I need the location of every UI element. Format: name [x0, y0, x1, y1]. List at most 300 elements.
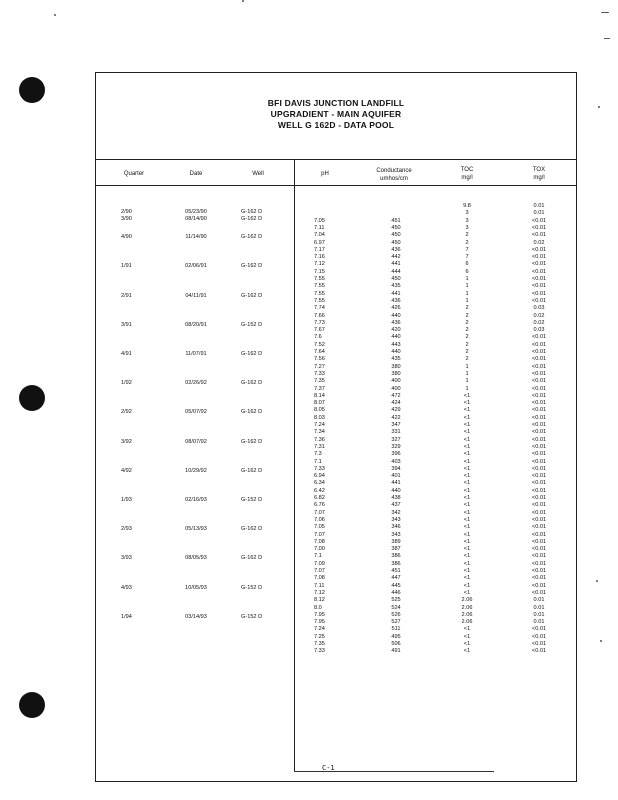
sample-well: G-162 D — [241, 351, 263, 358]
measurement-tox: <0.01 — [531, 487, 547, 494]
measurement-conductance: 443 — [391, 341, 401, 348]
measurement-conductance: 429 — [391, 407, 401, 414]
measurement-tox: <0.01 — [531, 538, 547, 545]
sample-quarter: 2/93 — [121, 526, 132, 533]
measurement-tox: <0.01 — [531, 575, 547, 582]
sample-quarter: 3/92 — [121, 438, 132, 445]
measurement-tox: 0.01 — [533, 203, 545, 209]
scan-speck — [54, 14, 56, 16]
measurement-ph: 7.17 — [314, 246, 325, 253]
measurement-toc: <1 — [463, 516, 471, 523]
measurement-ph: 7.73 — [314, 319, 325, 326]
measurement-tox: <0.01 — [531, 524, 547, 531]
measurement-tox: <0.01 — [531, 217, 547, 224]
measurement-tox: <0.01 — [531, 589, 547, 596]
binder-hole-bottom — [19, 692, 45, 718]
measurement-conductance: 394 — [391, 465, 401, 472]
scan-speck — [598, 106, 600, 108]
page-number: C-1 — [322, 764, 335, 772]
measurement-ph: 7.00 — [314, 546, 325, 553]
header-tox-unit: mg/l — [533, 175, 545, 181]
sample-well: G-152 D — [241, 321, 263, 328]
measurement-tox: <0.01 — [531, 648, 547, 655]
measurement-ph: 7.11 — [314, 224, 325, 231]
sample-quarter: 2/92 — [121, 409, 132, 416]
measurement-tox: <0.01 — [531, 349, 547, 355]
measurement-ph: 7.55 — [314, 297, 325, 304]
measurement-tox: <0.01 — [531, 641, 547, 647]
measurement-tox: <0.01 — [531, 400, 547, 407]
measurement-tox: <0.01 — [531, 458, 547, 465]
measurement-tox: <0.01 — [531, 341, 547, 348]
measurement-toc: 1 — [465, 370, 469, 377]
measurement-ph: 8.05 — [314, 407, 325, 414]
measurement-tox: <0.01 — [531, 224, 547, 231]
measurement-conductance: 491 — [391, 648, 401, 655]
sample-quarter: 1/92 — [121, 380, 132, 387]
measurement-toc: <1 — [463, 524, 471, 531]
measurement-conductance: 386 — [391, 553, 401, 560]
header-conductance: Conductance — [376, 168, 412, 174]
header-toc: TOC — [460, 167, 474, 173]
measurement-ph: 7.52 — [314, 341, 325, 348]
measurement-tox: 0.01 — [533, 597, 545, 604]
measurement-toc: <1 — [463, 443, 471, 450]
measurement-conductance: 440 — [391, 349, 401, 355]
measurement-toc: <1 — [463, 538, 471, 545]
measurement-toc: <1 — [463, 568, 471, 574]
measurement-tox: <0.01 — [531, 443, 547, 450]
measurement-tox: 0.03 — [533, 305, 545, 312]
measurement-ph: 7.95 — [314, 619, 325, 626]
header-ph: pH — [321, 171, 329, 177]
measurement-toc: 1 — [465, 378, 469, 385]
measurement-ph: 7.66 — [314, 312, 325, 319]
measurement-toc: <1 — [463, 480, 471, 487]
measurement-conductance: 435 — [391, 283, 401, 290]
sample-date: 02/06/91 — [185, 263, 207, 270]
measurement-conductance: 445 — [391, 582, 401, 589]
measurement-tox: <0.01 — [531, 568, 547, 574]
measurement-toc: <1 — [463, 465, 471, 472]
scan-speck — [600, 640, 602, 642]
header-date: Date — [189, 171, 203, 177]
measurement-toc: 2 — [465, 312, 469, 319]
measurement-toc: 1 — [465, 385, 469, 392]
measurement-ph: 8.0 — [314, 604, 322, 611]
measurement-conductance: 400 — [391, 378, 401, 385]
measurement-ph: 7.95 — [314, 611, 325, 618]
sample-quarter: 2/90 — [121, 209, 132, 215]
measurement-ph: 7.15 — [314, 268, 325, 275]
measurement-toc: 7 — [465, 254, 469, 261]
measurement-ph: 7.55 — [314, 283, 325, 290]
binder-hole-top — [19, 77, 45, 103]
sample-quarter: 4/91 — [121, 351, 132, 358]
measurement-toc: <1 — [463, 648, 471, 655]
measurement-ph: 7.24 — [314, 422, 325, 428]
measurement-toc: <1 — [463, 407, 471, 414]
measurement-ph: 7.64 — [314, 349, 325, 355]
measurement-conductance: 400 — [391, 385, 401, 392]
measurement-tox: <0.01 — [531, 370, 547, 377]
measurement-tox: <0.01 — [531, 473, 547, 480]
sample-date: 05/07/92 — [185, 409, 207, 416]
measurement-ph: 7.07 — [314, 531, 325, 538]
measurement-toc: <1 — [463, 458, 471, 465]
measurement-conductance: 438 — [391, 495, 401, 501]
measurement-conductance: 447 — [391, 575, 401, 582]
sample-well: G-152 D — [241, 584, 263, 591]
measurement-toc: 1 — [465, 283, 469, 290]
measurement-ph: 7.3 — [314, 451, 322, 458]
sample-well: G-162 D — [241, 380, 263, 387]
measurement-toc: 6 — [465, 268, 469, 275]
measurement-tox: <0.01 — [531, 509, 547, 516]
measurement-conductance: 380 — [391, 363, 401, 370]
measurement-toc: 2 — [465, 239, 469, 246]
measurement-toc: 2 — [465, 319, 469, 326]
measurement-conductance: 442 — [391, 254, 401, 261]
measurement-tox: 0.02 — [533, 312, 545, 319]
measurement-toc: 2 — [465, 356, 469, 363]
header-quarter: Quarter — [123, 171, 145, 177]
measurement-ph: 7.33 — [314, 648, 325, 655]
measurement-toc: <1 — [463, 546, 471, 553]
sample-quarter: 4/93 — [121, 584, 132, 591]
measurement-tox: <0.01 — [531, 378, 547, 385]
column-divider — [294, 159, 295, 771]
measurement-tox: <0.01 — [531, 261, 547, 268]
measurement-tox: <0.01 — [531, 429, 547, 436]
measurement-ph: 7.06 — [314, 516, 325, 523]
measurement-conductance: 331 — [391, 429, 401, 436]
header-tox: TOX — [532, 167, 546, 173]
measurement-tox: 0.01 — [533, 210, 545, 217]
measurement-ph: 7.07 — [314, 568, 325, 574]
measurement-conductance: 343 — [391, 516, 401, 523]
measurement-tox: <0.01 — [531, 414, 547, 421]
measurement-tox: <0.01 — [531, 297, 547, 304]
sample-quarter: 3/91 — [121, 321, 132, 328]
measurement-conductance: 441 — [391, 480, 401, 487]
measurement-ph: 7.1 — [314, 553, 322, 560]
measurement-conductance: 380 — [391, 370, 401, 377]
measurement-ph: 8.03 — [314, 414, 325, 421]
measurement-tox: 0.01 — [533, 604, 545, 611]
sample-well: G-152 D — [241, 497, 263, 504]
measurement-conductance: 527 — [391, 619, 401, 626]
sample-quarter: 3/90 — [121, 216, 132, 222]
measurement-conductance: 450 — [391, 239, 401, 246]
header-well: Well — [252, 171, 264, 177]
measurement-ph: 7.33 — [314, 370, 325, 377]
measurement-ph: 7.55 — [314, 276, 325, 282]
measurement-conductance: 451 — [391, 568, 401, 574]
measurement-ph: 7.27 — [314, 363, 325, 370]
measurement-conductance: 524 — [391, 604, 401, 611]
measurement-tox: <0.01 — [531, 516, 547, 523]
sample-date: 08/14/90 — [185, 216, 207, 222]
sample-date: 03/14/93 — [185, 613, 207, 620]
measurement-toc: <1 — [463, 451, 471, 458]
measurement-ph: 7.05 — [314, 524, 325, 531]
sample-quarter: 3/93 — [121, 555, 132, 562]
scan-speck — [242, 0, 244, 2]
measurement-conductance: 426 — [391, 305, 401, 312]
measurement-toc: <1 — [463, 575, 471, 582]
measurement-tox: <0.01 — [531, 502, 547, 509]
measurement-ph: 6.42 — [314, 487, 325, 494]
measurement-ph: 7.25 — [314, 633, 325, 640]
measurement-conductance: 343 — [391, 531, 401, 538]
measurement-tox: <0.01 — [531, 480, 547, 487]
measurement-ph: 7.74 — [314, 305, 325, 312]
measurement-tox: <0.01 — [531, 283, 547, 290]
measurement-conductance: 386 — [391, 560, 401, 567]
sample-date: 08/05/93 — [185, 555, 207, 562]
measurement-tox: <0.01 — [531, 465, 547, 472]
measurement-tox: <0.01 — [531, 407, 547, 414]
measurement-conductance: 495 — [391, 633, 401, 640]
measurement-tox: <0.01 — [531, 436, 547, 443]
measurement-toc: 3 — [465, 224, 469, 231]
measurement-conductance: 424 — [391, 400, 401, 407]
measurement-tox: 0.03 — [533, 327, 545, 334]
sample-well: G-162 D — [241, 234, 263, 241]
measurement-conductance: 506 — [391, 641, 401, 647]
sample-date: 05/23/90 — [185, 209, 207, 215]
measurement-toc: <1 — [463, 509, 471, 516]
measurement-ph: 7.37 — [314, 385, 325, 392]
measurement-toc: 2.06 — [461, 597, 473, 604]
measurement-ph: 7.16 — [314, 254, 325, 261]
scan-speck — [596, 580, 598, 582]
measurement-toc: 2.06 — [461, 619, 473, 626]
measurement-ph: 8.07 — [314, 400, 325, 407]
measurement-toc: 1 — [465, 297, 469, 304]
measurement-conductance: 435 — [391, 356, 401, 363]
sample-well: G-162 D — [241, 216, 263, 222]
measurement-ph: 7.12 — [314, 261, 325, 268]
measurement-tox: <0.01 — [531, 268, 547, 275]
measurement-conductance: 472 — [391, 392, 401, 399]
sample-well: G-162 D — [241, 555, 263, 562]
measurement-ph: 7.35 — [314, 378, 325, 385]
sample-quarter: 1/94 — [121, 613, 132, 620]
measurement-toc: <1 — [463, 422, 471, 428]
measurement-tox: 0.01 — [533, 619, 545, 626]
measurement-conductance: 329 — [391, 443, 401, 450]
scan-speck — [604, 38, 610, 39]
measurement-ph: 7.34 — [314, 429, 325, 436]
measurement-ph: 7.56 — [314, 356, 325, 363]
measurement-toc: 1 — [465, 290, 469, 297]
measurement-conductance: 396 — [391, 451, 401, 458]
measurement-toc: 1 — [465, 276, 469, 282]
measurement-toc: <1 — [463, 560, 471, 567]
measurement-ph: 7.08 — [314, 575, 325, 582]
measurement-toc: 2 — [465, 334, 469, 341]
measurement-ph: 8.14 — [314, 392, 325, 399]
measurement-ph: 7.24 — [314, 626, 325, 633]
sample-date: 10/29/92 — [185, 467, 207, 474]
measurement-toc: 2 — [465, 327, 469, 334]
measurement-tox: <0.01 — [531, 495, 547, 501]
title-line-2: UPGRADIENT - MAIN AQUIFER — [270, 109, 402, 119]
measurement-tox: 0.01 — [533, 611, 545, 618]
measurement-toc: <1 — [463, 626, 471, 633]
measurement-toc: 2.06 — [461, 604, 473, 611]
measurement-tox: <0.01 — [531, 232, 547, 239]
sample-date: 11/14/90 — [185, 234, 207, 241]
sample-quarter: 2/91 — [121, 292, 132, 299]
measurement-conductance: 525 — [391, 597, 401, 604]
measurement-toc: <1 — [463, 582, 471, 589]
measurement-tox: <0.01 — [531, 582, 547, 589]
measurement-toc: 3 — [465, 210, 469, 217]
measurement-tox: <0.01 — [531, 363, 547, 370]
sample-well: G-162 D — [241, 467, 263, 474]
measurement-conductance: 403 — [391, 458, 401, 465]
measurement-tox: <0.01 — [531, 392, 547, 399]
measurement-conductance: 450 — [391, 232, 401, 239]
measurement-toc: 1 — [465, 363, 469, 370]
measurement-toc: 2.06 — [461, 611, 473, 618]
measurement-tox: <0.01 — [531, 385, 547, 392]
measurement-toc: <1 — [463, 436, 471, 443]
sample-quarter: 4/90 — [121, 234, 132, 241]
title-line-3: WELL G 162D - DATA POOL — [277, 120, 395, 130]
measurement-ph: 7.11 — [314, 582, 325, 589]
measurement-toc: 7 — [465, 246, 469, 253]
measurement-toc: <1 — [463, 400, 471, 407]
measurement-conductance: 436 — [391, 319, 401, 326]
sample-well: G-152 D — [241, 613, 263, 620]
sample-date: 05/13/93 — [185, 526, 207, 533]
measurement-toc: <1 — [463, 502, 471, 509]
measurement-conductance: 441 — [391, 261, 401, 268]
measurement-conductance: 437 — [391, 502, 401, 509]
measurement-tox: <0.01 — [531, 546, 547, 553]
measurement-conductance: 440 — [391, 312, 401, 319]
measurement-ph: 7.31 — [314, 443, 325, 450]
sample-date: 02/26/92 — [185, 380, 207, 387]
measurement-tox: <0.01 — [531, 334, 547, 341]
sample-date: 08/07/92 — [185, 438, 207, 445]
measurement-ph: 6.82 — [314, 495, 325, 501]
measurement-ph: 7.55 — [314, 290, 325, 297]
measurement-ph: 6.34 — [314, 480, 325, 487]
sample-well: G-162 D — [241, 263, 263, 270]
measurement-conductance: 440 — [391, 334, 401, 341]
measurement-ph: 7.09 — [314, 560, 325, 567]
sample-date: 08/20/91 — [185, 321, 207, 328]
measurement-conductance: 444 — [391, 268, 401, 275]
measurement-ph: 7.07 — [314, 509, 325, 516]
measurement-toc: <1 — [463, 495, 471, 501]
measurement-conductance: 450 — [391, 276, 401, 282]
measurement-ph: 7.67 — [314, 327, 325, 334]
sample-quarter: 1/91 — [121, 263, 132, 270]
measurement-conductance: 422 — [391, 414, 401, 421]
measurement-tox: <0.01 — [531, 290, 547, 297]
title-block — [96, 73, 576, 160]
measurement-conductance: 440 — [391, 487, 401, 494]
sample-well: G-162 D — [241, 526, 263, 533]
measurement-conductance: 511 — [391, 626, 401, 633]
measurement-ph: 7.33 — [314, 465, 325, 472]
measurement-ph: 6.94 — [314, 473, 325, 480]
measurement-conductance: 389 — [391, 538, 401, 545]
header-rule — [96, 185, 576, 186]
measurement-toc: <1 — [463, 531, 471, 538]
measurement-toc: 3 — [465, 217, 469, 224]
sample-date: 10/05/93 — [185, 584, 207, 591]
measurement-tox: <0.01 — [531, 560, 547, 567]
measurement-conductance: 446 — [391, 589, 401, 596]
measurement-conductance: 327 — [391, 436, 401, 443]
measurement-conductance: 441 — [391, 290, 401, 297]
measurement-ph: 7.12 — [314, 589, 325, 596]
header-toc-unit: mg/l — [461, 175, 473, 181]
measurement-toc: <1 — [463, 589, 471, 596]
sample-date: 02/16/93 — [185, 497, 207, 504]
measurement-tox: <0.01 — [531, 356, 547, 363]
binder-hole-middle — [19, 385, 45, 411]
measurement-toc: <1 — [463, 473, 471, 480]
measurement-conductance: 401 — [391, 473, 401, 480]
measurement-tox: <0.01 — [531, 276, 547, 282]
measurement-toc: <1 — [463, 429, 471, 436]
measurement-toc: 2 — [465, 349, 469, 355]
title-line-1: BFI DAVIS JUNCTION LANDFILL — [267, 98, 405, 108]
measurement-tox: 0.02 — [533, 319, 545, 326]
measurement-conductance: 450 — [391, 224, 401, 231]
measurement-tox: <0.01 — [531, 531, 547, 538]
sample-date: 11/07/91 — [185, 351, 207, 358]
measurement-toc: <1 — [463, 553, 471, 560]
sample-well: G-162 D — [241, 209, 263, 215]
measurement-tox: <0.01 — [531, 422, 547, 428]
measurement-conductance: 451 — [391, 217, 401, 224]
sample-quarter: 1/93 — [121, 497, 132, 504]
measurement-ph: 7.08 — [314, 538, 325, 545]
measurement-conductance: 342 — [391, 509, 401, 516]
measurement-tox: <0.01 — [531, 553, 547, 560]
measurement-toc: <1 — [463, 487, 471, 494]
sample-well: G-162 D — [241, 438, 263, 445]
sample-quarter: 4/92 — [121, 467, 132, 474]
measurement-ph: 7.1 — [314, 458, 322, 465]
measurement-conductance: 387 — [391, 546, 401, 553]
measurement-ph: 7.6 — [314, 334, 322, 341]
measurement-toc: 2 — [465, 305, 469, 312]
measurement-ph: 7.05 — [314, 217, 325, 224]
measurement-ph: 6.97 — [314, 239, 325, 246]
measurement-toc: 6 — [465, 261, 469, 268]
measurement-toc: 2 — [465, 232, 469, 239]
measurement-conductance: 420 — [391, 327, 401, 334]
measurement-tox: 0.02 — [533, 239, 545, 246]
measurement-tox: <0.01 — [531, 633, 547, 640]
measurement-conductance: 436 — [391, 246, 401, 253]
measurement-conductance: 436 — [391, 297, 401, 304]
measurement-toc: <1 — [463, 641, 471, 647]
measurement-toc: <1 — [463, 392, 471, 399]
measurement-ph: 7.36 — [314, 436, 325, 443]
measurement-toc: 9.8 — [463, 203, 471, 209]
